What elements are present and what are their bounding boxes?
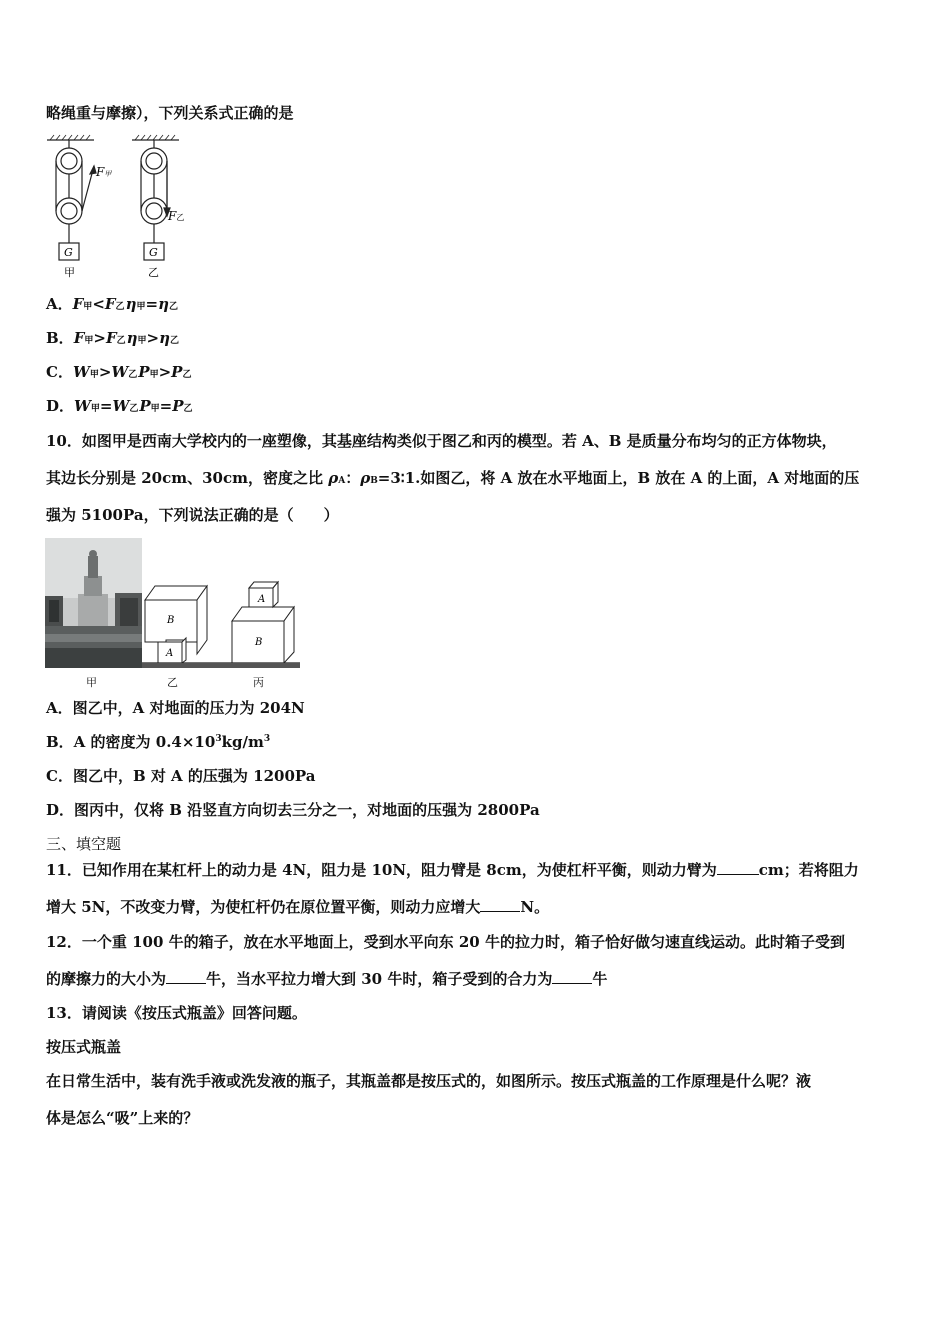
subscript: 乙 xyxy=(170,336,180,346)
q9-option-b[interactable] xyxy=(46,328,179,351)
symbol: F xyxy=(73,329,85,347)
subscript: 乙 xyxy=(129,404,139,414)
weight-label-left: G xyxy=(64,246,73,259)
symbol: F xyxy=(105,329,117,347)
q11-line-1: 11．已知作用在某杠杆上的动力是 4N，阻力是 10N，阻力臂是 8cm，为使杠杆平衡，则动力臂为 cm；若将阻力 xyxy=(46,861,859,879)
q9-option-c[interactable] xyxy=(46,362,191,385)
q10-option-c[interactable]: C．图乙中，B 对 A 的压强为 1200Pa xyxy=(46,767,316,785)
q11-line-2: 增大 5N，不改变力臂，为使杠杆仍在原位置平衡，则动力应增大 N。 xyxy=(46,898,550,916)
subscript: 乙 xyxy=(115,302,125,312)
subscript: 乙 xyxy=(116,336,126,346)
symbol: F xyxy=(72,295,84,313)
q10-option-b[interactable]: B．A 的密度为 $0.4\times 10^3kg/m^3$ xyxy=(46,733,271,751)
symbol: F xyxy=(104,295,116,313)
q9-intro: 略绳重与摩擦），下列关系式正确的是 xyxy=(46,104,294,122)
symbol: P xyxy=(138,363,150,381)
symbol: P xyxy=(139,397,151,415)
operator: > xyxy=(93,329,106,347)
subscript: 甲 xyxy=(136,302,146,312)
caption-jia: 甲 xyxy=(64,266,75,279)
subscript: 甲 xyxy=(137,336,147,346)
label-a-yi: A xyxy=(166,648,174,659)
force-label-b: F乙 xyxy=(168,209,184,223)
weight-label-right: G xyxy=(149,246,158,259)
operator: < xyxy=(92,295,105,313)
symbol: W xyxy=(111,363,129,381)
cube-models xyxy=(142,578,302,670)
operator: > xyxy=(98,363,112,381)
option-letter: B． xyxy=(46,329,74,347)
q12-line-1: 12．一个重 100 牛的箱子，放在水平地面上，受到水平向东 20 牛的拉力时，箱子恰好做匀速直线运动。此时箱子受到 xyxy=(46,933,845,951)
option-letter: C． xyxy=(46,363,73,381)
cube-b-bing-top xyxy=(232,607,294,621)
operator: = xyxy=(159,397,173,415)
option-letter: D． xyxy=(46,397,75,415)
subscript: 乙 xyxy=(182,370,192,380)
symbol: W xyxy=(74,397,91,415)
fixed-pulley-right xyxy=(141,148,167,174)
q13-paragraph-line-1: 在日常生活中，装有洗手液或洗发液的瓶子，其瓶盖都是按压式的，如图所示。按压式瓶盖的工作原理是什么呢？液 xyxy=(46,1072,812,1090)
q9-option-a[interactable] xyxy=(46,294,178,317)
movable-pulley-left xyxy=(56,198,82,224)
q12-line-2: 的摩擦力的大小为 牛，当水平拉力增大到 30 牛时，箱子受到的合力为 牛 xyxy=(46,970,608,988)
subscript: 乙 xyxy=(128,370,138,380)
statue-photo xyxy=(45,538,142,668)
movable-pulley-right xyxy=(141,198,167,224)
operator: = xyxy=(145,295,159,313)
subscript: 甲 xyxy=(90,404,100,414)
subscript: 乙 xyxy=(183,404,193,414)
q10-line-1: 10．如图甲是西南大学校内的一座塑像，其基座结构类似于图乙和丙的模型。若 A、B 是质量分布均匀的正方体物块， xyxy=(46,432,837,450)
caption-yi: 乙 xyxy=(148,266,159,279)
label-b-yi: B xyxy=(167,615,175,626)
symbol: P xyxy=(172,397,184,415)
pulley-figure xyxy=(44,134,184,280)
caption-yi-model: 乙 xyxy=(167,676,178,689)
symbol: W xyxy=(72,363,90,381)
subscript: 乙 xyxy=(168,302,178,312)
q10-line-3: 强为 5100Pa，下列说法正确的是（ ） xyxy=(46,506,339,524)
symbol: η xyxy=(125,295,137,313)
q13-title: 按压式瓶盖 xyxy=(46,1038,122,1056)
subscript: 甲 xyxy=(149,370,159,380)
q13-paragraph-line-2: 体是怎么“吸”上来的？ xyxy=(46,1109,199,1127)
operator: > xyxy=(146,329,160,347)
caption-bing-model: 丙 xyxy=(253,676,264,689)
q12-blank-1[interactable] xyxy=(166,969,206,984)
caption-statue: 甲 xyxy=(86,676,97,689)
symbol: η xyxy=(126,329,138,347)
operator: = xyxy=(99,397,113,415)
option-letter: A． xyxy=(46,295,73,313)
symbol: η xyxy=(159,329,171,347)
q12-blank-2[interactable] xyxy=(552,969,592,984)
q10-option-d[interactable]: D．图丙中，仅将 B 沿竖直方向切去三分之一，对地面的压强为 2800Pa xyxy=(46,801,540,819)
section-heading: 三、填空题 xyxy=(46,835,122,853)
q11-blank-2[interactable] xyxy=(480,897,520,912)
label-a-bing: A xyxy=(258,594,266,605)
subscript: 甲 xyxy=(89,370,99,380)
q9-option-d[interactable] xyxy=(46,396,193,419)
q10-line-2: 其边长分别是 20cm、30cm，密度之比 ρA：ρB=3∶1.如图乙，将 A 放在水平地面上，B 放在 A 的上面，A 对地面的压 xyxy=(46,469,860,487)
subscript: 甲 xyxy=(150,404,160,414)
symbol: W xyxy=(112,397,130,415)
q10-option-a[interactable]: A．图乙中，A 对地面的压力为 204N xyxy=(46,699,305,717)
symbol: η xyxy=(158,295,169,313)
force-label-a: F甲 xyxy=(96,165,112,179)
q13-line-1: 13．请阅读《按压式瓶盖》回答问题。 xyxy=(46,1004,307,1022)
fixed-pulley-left xyxy=(56,148,82,174)
cube-b-yi-top xyxy=(145,586,207,600)
operator: > xyxy=(158,363,172,381)
q11-blank-1[interactable] xyxy=(717,860,759,875)
symbol: P xyxy=(171,363,183,381)
label-b-bing: B xyxy=(255,637,263,648)
subscript: 甲 xyxy=(83,302,93,312)
subscript: 甲 xyxy=(84,336,94,346)
